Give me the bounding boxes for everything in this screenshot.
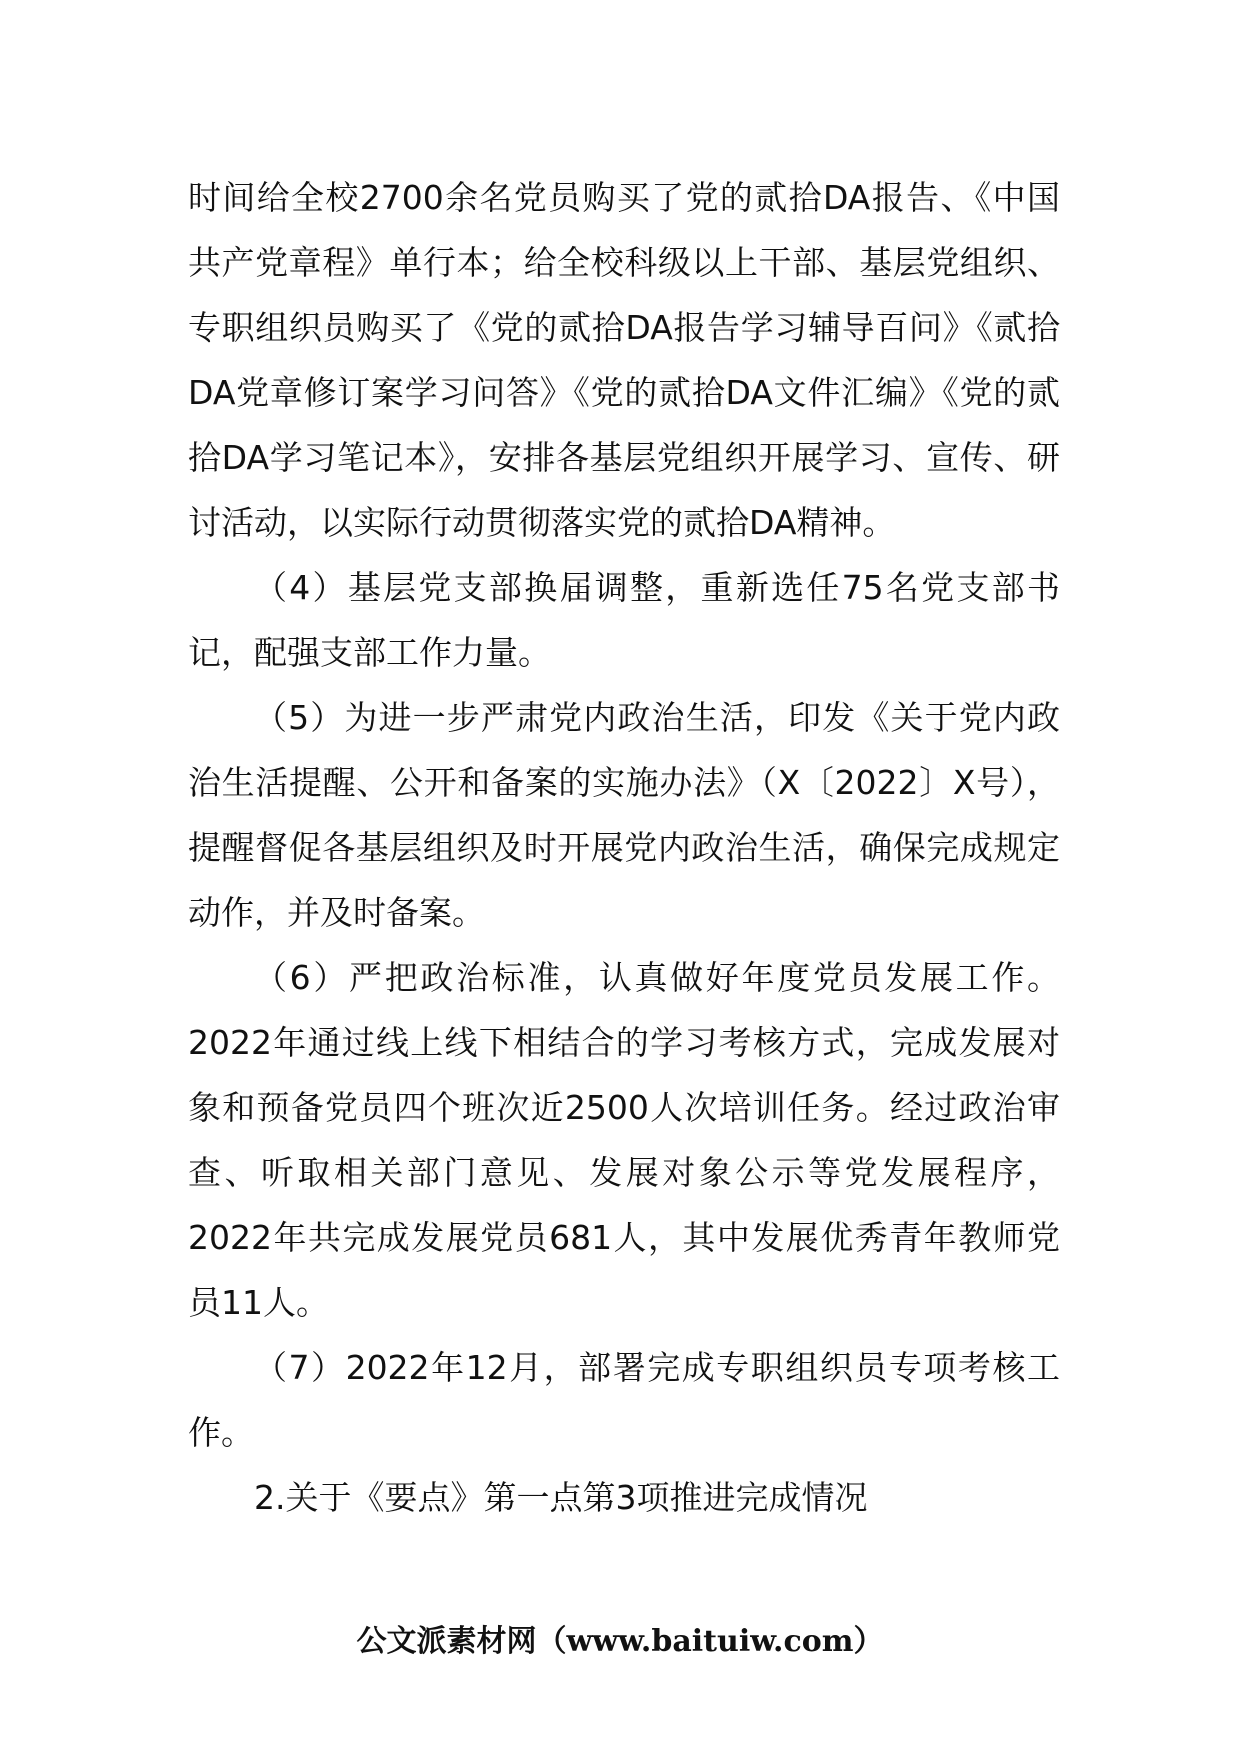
paragraph-item-7: （7）2022年12月，部署完成专职组织员专项考核工作。 [188,1348,1060,1452]
section-heading-2: 2.关于《要点》第一点第3项推进完成情况 [254,1478,868,1517]
document-body [188,165,1060,1530]
footer-watermark: 公文派素材网（www.baituiw.com） [356,1624,884,1659]
paragraph-item-5: （5）为进一步严肃党内政治生活，印发《关于党内政治生活提醒、公开和备案的实施办法》（X〔2022〕X号），提醒督促各基层组织及时开展党内政治生活，确保完成规定动作，并及时备案。 [188,698,1060,932]
paragraph-continuation: 时间给全校2700余名党员购买了党的贰拾DA报告、《中国共产党章程》单行本；给全校科级以上干部、基层党组织、专职组织员购买了《党的贰拾DA报告学习辅导百问》《贰拾DA党章修订案学习问答》《党的贰拾DA文件汇编》《党的贰拾DA学习笔记本》，安排各基层党组织开展学习、宣传、研讨活动，以实际行动贯彻落实党的贰拾DA精神。 [188,178,1060,542]
paragraph-item-6: （6）严把政治标准，认真做好年度党员发展工作。2022年通过线上线下相结合的学习考核方式，完成发展对象和预备党员四个班次近2500人次培训任务。经过政治审查、听取相关部门意见、发展对象公示等党发展程序，2022年共完成发展党员681人，其中发展优秀青年教师党员11人。 [188,958,1060,1322]
paragraph-item-4: （4）基层党支部换届调整，重新选任75名党支部书记，配强支部工作力量。 [188,568,1060,672]
